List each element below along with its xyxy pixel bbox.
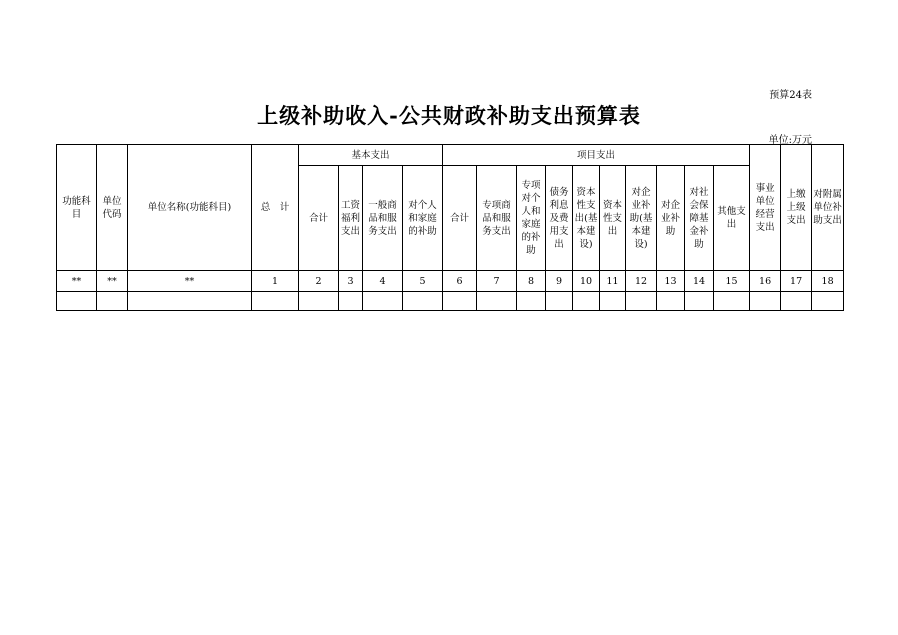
header-total: 总 计 [252, 145, 299, 271]
budget-table [56, 144, 844, 311]
number-cell: 14 [685, 271, 714, 292]
form-number: 预算24表 [769, 90, 812, 101]
number-cell: 17 [781, 271, 812, 292]
header-subsidiary: 对附属单位补助支出 [812, 145, 844, 271]
number-cell: ** [57, 271, 97, 292]
number-cell: 4 [363, 271, 403, 292]
data-cell[interactable] [812, 292, 844, 311]
header-basic-group: 基本支出 [299, 145, 443, 166]
data-cell[interactable] [657, 292, 685, 311]
header-project-other: 其他支出 [714, 166, 750, 271]
empty-data-row [57, 292, 844, 311]
number-cell: 3 [339, 271, 363, 292]
number-cell: ** [97, 271, 128, 292]
data-cell[interactable] [363, 292, 403, 311]
data-cell[interactable] [252, 292, 299, 311]
header-unit-name: 单位名称(功能科目) [128, 145, 252, 271]
data-cell[interactable] [477, 292, 517, 311]
data-cell[interactable] [339, 292, 363, 311]
data-cell[interactable] [57, 292, 97, 311]
number-cell: 6 [443, 271, 477, 292]
header-basic-goods: 一般商品和服务支出 [363, 166, 403, 271]
data-cell[interactable] [750, 292, 781, 311]
data-cell[interactable] [626, 292, 657, 311]
number-cell: 8 [517, 271, 546, 292]
number-cell: 10 [573, 271, 600, 292]
header-func-subject: 功能科目 [57, 145, 97, 271]
number-cell: 1 [252, 271, 299, 292]
data-cell[interactable] [97, 292, 128, 311]
header-project-total: 合计 [443, 166, 477, 271]
data-cell[interactable] [443, 292, 477, 311]
number-cell: 9 [546, 271, 573, 292]
number-cell: 5 [403, 271, 443, 292]
number-cell: 13 [657, 271, 685, 292]
data-cell[interactable] [573, 292, 600, 311]
header-project-social-security: 对社会保障基金补助 [685, 166, 714, 271]
number-cell: 16 [750, 271, 781, 292]
number-cell: 7 [477, 271, 517, 292]
header-unit-code: 单位代码 [97, 145, 128, 271]
header-project-debt: 债务利息及费用支出 [546, 166, 573, 271]
page-title: 上级补助收入-公共财政补助支出预算表 [257, 103, 641, 128]
number-cell: 15 [714, 271, 750, 292]
unit-label: 单位:万元 [768, 135, 812, 146]
header-project-group: 项目支出 [443, 145, 750, 166]
header-project-personal: 专项对个人和家庭的补助 [517, 166, 546, 271]
number-cell: 18 [812, 271, 844, 292]
data-cell[interactable] [714, 292, 750, 311]
number-row [57, 271, 844, 292]
header-project-capital: 资本性支出 [600, 166, 626, 271]
data-cell[interactable] [299, 292, 339, 311]
header-project-enterprise: 对企业补助 [657, 166, 685, 271]
number-cell: 12 [626, 271, 657, 292]
data-cell[interactable] [781, 292, 812, 311]
header-basic-wages: 工资福利支出 [339, 166, 363, 271]
header-basic-total: 合计 [299, 166, 339, 271]
data-cell[interactable] [128, 292, 252, 311]
header-superior-payment: 上缴上级支出 [781, 145, 812, 271]
data-cell[interactable] [546, 292, 573, 311]
data-cell[interactable] [600, 292, 626, 311]
header-basic-personal: 对个人和家庭的补助 [403, 166, 443, 271]
header-project-enterprise-construction: 对企业补助(基本建设) [626, 166, 657, 271]
header-project-goods: 专项商品和服务支出 [477, 166, 517, 271]
header-project-capital-construction: 资本性支出(基本建设) [573, 166, 600, 271]
data-cell[interactable] [517, 292, 546, 311]
number-cell: ** [128, 271, 252, 292]
data-cell[interactable] [403, 292, 443, 311]
number-cell: 2 [299, 271, 339, 292]
number-cell: 11 [600, 271, 626, 292]
data-cell[interactable] [685, 292, 714, 311]
header-business: 事业单位经营支出 [750, 145, 781, 271]
